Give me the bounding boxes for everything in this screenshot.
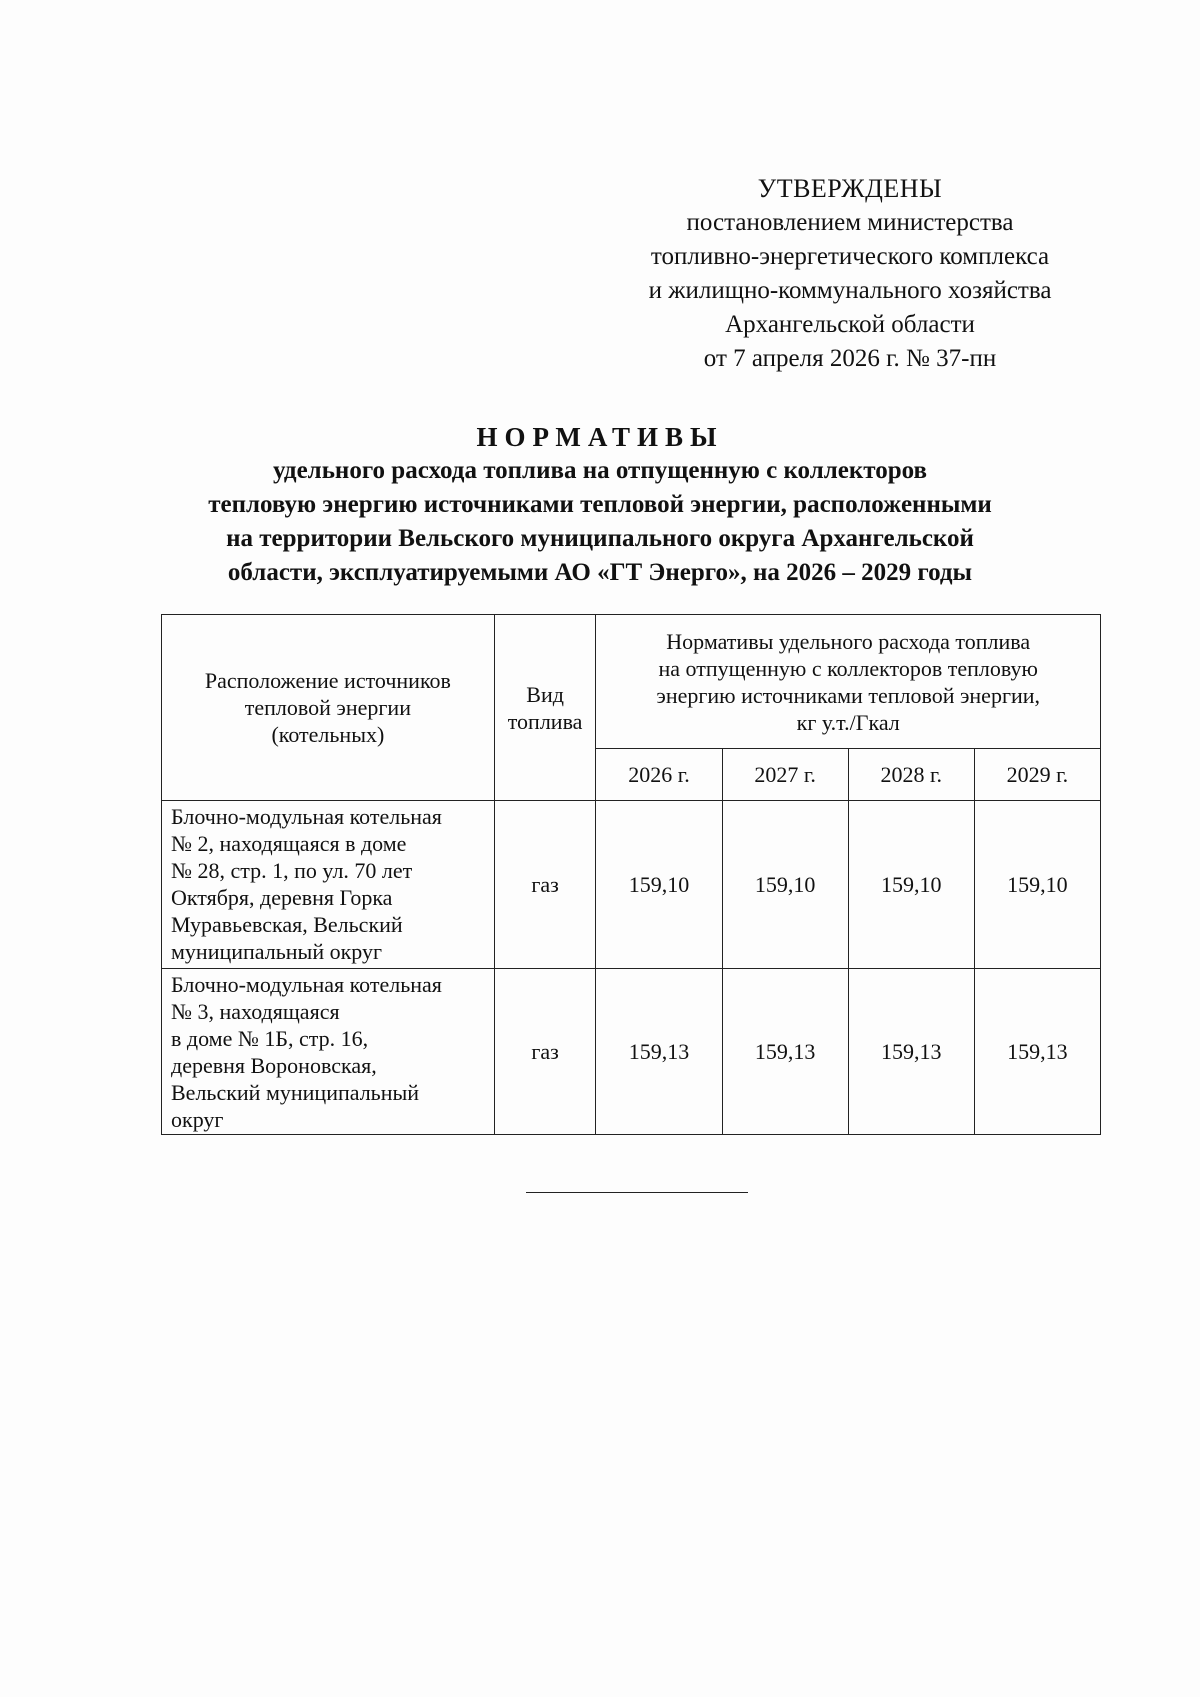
location-line: Блочно-модульная котельная	[171, 972, 442, 997]
header-norms-unit: кг у.т./Гкал	[796, 709, 900, 735]
approval-stamp	[600, 172, 1100, 376]
location-line: в доме № 1Б, стр. 16,	[171, 1026, 369, 1051]
cell-value-2026: 159,13	[596, 969, 722, 1135]
title-line: удельного расхода топлива на отпущенную с коллекторов	[273, 457, 927, 484]
location-line: муниципальный округ	[171, 939, 383, 964]
header-norms-line: Нормативы удельного расхода топлива	[666, 628, 1031, 654]
title-line: тепловую энергию источниками тепловой энергии, расположенными	[208, 491, 992, 518]
approval-line: Архангельской области	[725, 311, 975, 338]
cell-value-2029: 159,10	[974, 801, 1100, 969]
location-line: № 3, находящаяся	[171, 999, 340, 1024]
end-of-document-rule	[526, 1192, 748, 1193]
table-row	[162, 969, 1101, 1135]
title-line: области, эксплуатируемыми АО «ГТ Энерго», на 2026 – 2029 годы	[227, 559, 973, 586]
location-line: деревня Вороновская,	[171, 1053, 377, 1078]
approval-line: постановлением министерства	[686, 209, 1014, 236]
header-year-2029: 2029 г.	[974, 749, 1100, 801]
header-norms-line: энергию источниками тепловой энергии,	[656, 682, 1041, 708]
header-fuel-line: Вид	[526, 681, 564, 707]
cell-value-2026: 159,10	[596, 801, 722, 969]
header-norms-line: на отпущенную с коллекторов тепловую	[658, 655, 1038, 681]
location-line: № 2, находящаяся в доме	[171, 831, 407, 856]
header-fuel	[494, 615, 596, 801]
cell-value-2027: 159,10	[722, 801, 848, 969]
cell-value-2027: 159,13	[722, 969, 848, 1135]
cell-fuel: газ	[494, 969, 596, 1135]
header-location-line: Расположение источников	[204, 668, 451, 693]
header-fuel-line: топлива	[507, 708, 583, 734]
location-line: Блочно-модульная котельная	[171, 804, 442, 829]
cell-value-2028: 159,10	[848, 801, 974, 969]
cell-value-2029: 159,13	[974, 969, 1100, 1135]
document-title	[150, 420, 1050, 590]
approval-line: топливно-энергетического комплекса	[650, 243, 1050, 270]
norms-table	[161, 614, 1101, 1135]
table-header-row	[162, 615, 1101, 749]
header-location-line: тепловой энергии	[244, 695, 411, 720]
cell-fuel: газ	[494, 801, 596, 969]
header-location	[162, 615, 495, 801]
header-year-2028: 2028 г.	[848, 749, 974, 801]
approval-date-line: от 7 апреля 2026 г. № 37-пн	[703, 345, 997, 372]
title-heading: НОРМАТИВЫ	[476, 422, 724, 452]
header-year-2026: 2026 г.	[596, 749, 722, 801]
cell-location	[162, 969, 495, 1135]
cell-value-2028: 159,13	[848, 969, 974, 1135]
header-year-2027: 2027 г.	[722, 749, 848, 801]
location-line: Вельский муниципальный	[171, 1080, 420, 1105]
location-line: Октября, деревня Горка	[171, 885, 393, 910]
location-line: округ	[171, 1107, 224, 1132]
header-norms	[596, 615, 1101, 749]
cell-location	[162, 801, 495, 969]
location-line: Муравьевская, Вельский	[171, 912, 403, 937]
approval-heading: УТВЕРЖДЕНЫ	[757, 174, 943, 203]
header-location-line: (котельных)	[271, 722, 385, 747]
table-row	[162, 801, 1101, 969]
approval-line: и жилищно-коммунального хозяйства	[648, 277, 1052, 304]
title-line: на территории Вельского муниципального округа Архангельской	[226, 525, 974, 552]
location-line: № 28, стр. 1, по ул. 70 лет	[171, 858, 413, 883]
